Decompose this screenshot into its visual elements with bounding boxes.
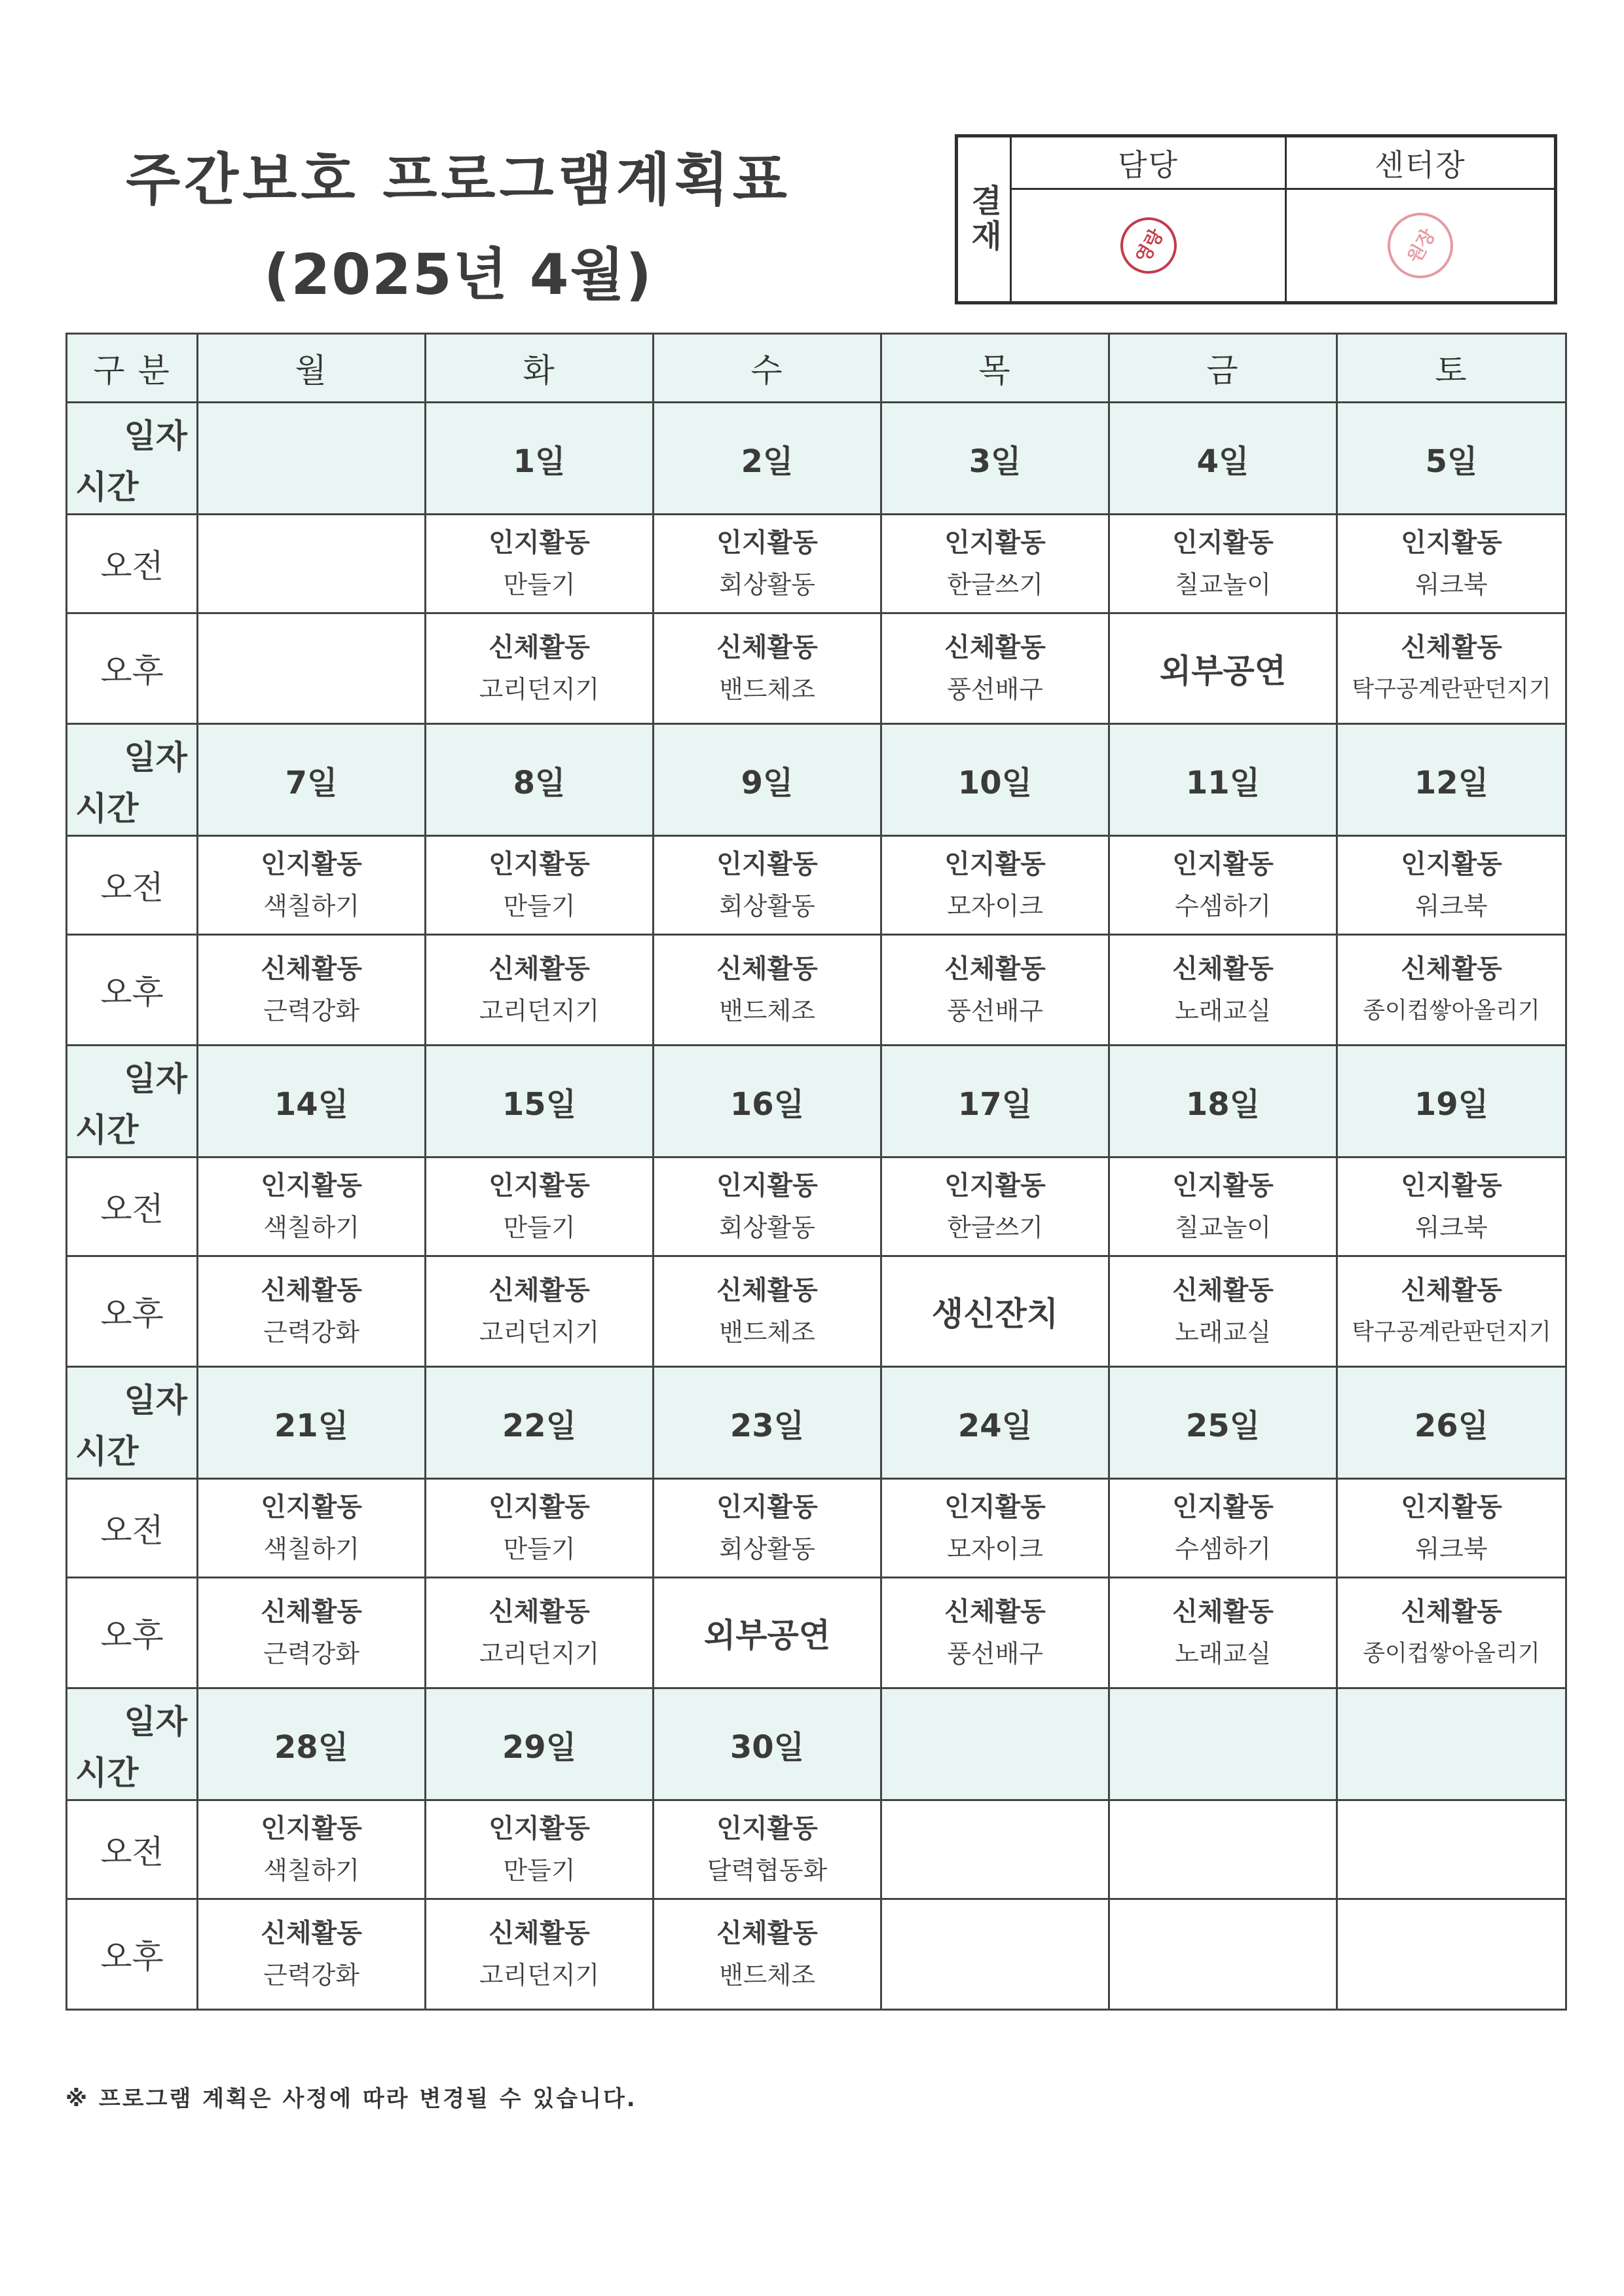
activity-name: 칠교놀이 bbox=[1175, 1213, 1271, 1242]
activity-type: 인지활동 bbox=[1172, 849, 1274, 879]
activity-cell bbox=[654, 935, 881, 1046]
activity-name: 근력강화 bbox=[263, 1639, 360, 1668]
activity-type: 인지활동 bbox=[261, 1813, 362, 1844]
activity-cell bbox=[426, 1256, 654, 1367]
activity-cell bbox=[1337, 1479, 1566, 1578]
activity-name: 색칠하기 bbox=[263, 1213, 360, 1242]
special-event: 외부공연 bbox=[703, 1616, 831, 1654]
activity-name: 수셈하기 bbox=[1175, 1535, 1271, 1563]
activity-cell bbox=[881, 1899, 1109, 2010]
date-cell: 14일 bbox=[198, 1046, 426, 1157]
activity-type: 인지활동 bbox=[261, 1171, 362, 1201]
activity-type: 신체활동 bbox=[261, 1918, 362, 1948]
activity-cell bbox=[654, 1157, 881, 1256]
date-cell: 30일 bbox=[654, 1688, 881, 1800]
activity-cell bbox=[881, 1800, 1109, 1899]
activity-cell bbox=[198, 515, 426, 613]
activity-cell bbox=[1109, 836, 1337, 935]
activity-cell bbox=[426, 515, 654, 613]
activity-type: 인지활동 bbox=[489, 1813, 590, 1844]
activity-name: 만들기 bbox=[503, 892, 576, 920]
activity-type: 신체활동 bbox=[489, 954, 590, 984]
date-cell: 8일 bbox=[426, 724, 654, 836]
activity-cell bbox=[881, 1479, 1109, 1578]
special-event: 외부공연 bbox=[1159, 652, 1287, 690]
activity-cell bbox=[1109, 1157, 1337, 1256]
date-cell: 23일 bbox=[654, 1367, 881, 1479]
header-day: 수 bbox=[654, 334, 881, 403]
activity-cell bbox=[654, 836, 881, 935]
activity-type: 신체활동 bbox=[944, 1597, 1046, 1627]
date-cell: 5일 bbox=[1337, 403, 1566, 515]
activity-name: 고리던지기 bbox=[479, 996, 600, 1025]
header-row bbox=[67, 334, 1566, 403]
activity-cell bbox=[881, 1256, 1109, 1367]
activity-cell bbox=[198, 1479, 426, 1578]
date-cell: 28일 bbox=[198, 1688, 426, 1800]
activity-type: 신체활동 bbox=[489, 632, 590, 663]
activity-type: 신체활동 bbox=[1401, 1275, 1502, 1305]
date-row bbox=[67, 1046, 1566, 1157]
activity-cell bbox=[654, 1578, 881, 1688]
pm-row bbox=[67, 1256, 1566, 1367]
activity-name: 고리던지기 bbox=[479, 1639, 600, 1668]
activity-name: 고리던지기 bbox=[479, 675, 600, 704]
approval-col-director: 센터장 bbox=[1287, 137, 1554, 190]
activity-type: 신체활동 bbox=[261, 1275, 362, 1305]
activity-name: 워크북 bbox=[1415, 1213, 1488, 1242]
activity-name: 워크북 bbox=[1415, 570, 1488, 599]
activity-name: 근력강화 bbox=[263, 1318, 360, 1347]
activity-type: 신체활동 bbox=[944, 632, 1046, 663]
footer-note: ※ 프로그램 계획은 사정에 따라 변경될 수 있습니다. bbox=[65, 2086, 637, 2112]
activity-type: 신체활동 bbox=[1401, 632, 1502, 663]
activity-name: 종이컵쌓아올리기 bbox=[1363, 1641, 1540, 1667]
activity-name: 만들기 bbox=[503, 570, 576, 599]
date-cell: 15일 bbox=[426, 1046, 654, 1157]
am-label: 오전 bbox=[67, 836, 198, 935]
activity-cell bbox=[1109, 935, 1337, 1046]
date-row bbox=[67, 403, 1566, 515]
activity-cell bbox=[1109, 613, 1337, 724]
activity-name: 풍선배구 bbox=[947, 1639, 1043, 1668]
date-cell: 24일 bbox=[881, 1367, 1109, 1479]
activity-cell bbox=[1337, 935, 1566, 1046]
page-title: 주간보호 프로그램계획표 bbox=[126, 147, 791, 213]
pm-label: 오후 bbox=[67, 935, 198, 1046]
activity-cell bbox=[426, 613, 654, 724]
date-label: 일자 bbox=[124, 1703, 187, 1741]
am-row bbox=[67, 1479, 1566, 1578]
activity-type: 신체활동 bbox=[261, 954, 362, 984]
pm-row bbox=[67, 1578, 1566, 1688]
approval-label-cell bbox=[958, 137, 1012, 301]
director-stamp: 원장 bbox=[1376, 201, 1466, 291]
header-label: 구 분 bbox=[67, 334, 198, 403]
activity-name: 워크북 bbox=[1415, 1535, 1488, 1563]
activity-cell bbox=[1337, 613, 1566, 724]
date-cell bbox=[1109, 1688, 1337, 1800]
activity-name: 밴드체조 bbox=[719, 996, 815, 1025]
date-cell: 7일 bbox=[198, 724, 426, 836]
date-cell: 3일 bbox=[881, 403, 1109, 515]
activity-name: 워크북 bbox=[1415, 892, 1488, 920]
date-cell: 9일 bbox=[654, 724, 881, 836]
activity-type: 인지활동 bbox=[1401, 1171, 1502, 1201]
activity-name: 노래교실 bbox=[1175, 1639, 1271, 1668]
activity-cell bbox=[1337, 836, 1566, 935]
header-day: 화 bbox=[426, 334, 654, 403]
activity-cell bbox=[426, 935, 654, 1046]
date-cell: 29일 bbox=[426, 1688, 654, 1800]
activity-cell bbox=[426, 1479, 654, 1578]
activity-name: 풍선배구 bbox=[947, 996, 1043, 1025]
approval-box bbox=[955, 134, 1557, 304]
time-label: 시간 bbox=[75, 1432, 139, 1470]
am-row bbox=[67, 515, 1566, 613]
activity-type: 신체활동 bbox=[716, 632, 818, 663]
date-cell: 16일 bbox=[654, 1046, 881, 1157]
activity-type: 인지활동 bbox=[1401, 1492, 1502, 1522]
date-label: 일자 bbox=[124, 417, 187, 455]
activity-cell bbox=[1109, 515, 1337, 613]
activity-cell bbox=[198, 935, 426, 1046]
activity-cell bbox=[881, 1157, 1109, 1256]
activity-name: 한글쓰기 bbox=[947, 1213, 1043, 1242]
activity-type: 인지활동 bbox=[716, 528, 818, 558]
schedule-table bbox=[65, 333, 1567, 2011]
pm-label: 오후 bbox=[67, 1256, 198, 1367]
activity-name: 탁구공계란판던지기 bbox=[1352, 1319, 1551, 1345]
activity-cell bbox=[1109, 1256, 1337, 1367]
activity-type: 인지활동 bbox=[261, 1492, 362, 1522]
date-cell: 25일 bbox=[1109, 1367, 1337, 1479]
activity-name: 풍선배구 bbox=[947, 675, 1043, 704]
activity-cell bbox=[1337, 1899, 1566, 2010]
date-cell: 18일 bbox=[1109, 1046, 1337, 1157]
activity-name: 탁구공계란판던지기 bbox=[1352, 676, 1551, 702]
activity-name: 칠교놀이 bbox=[1175, 570, 1271, 599]
date-cell: 21일 bbox=[198, 1367, 426, 1479]
activity-cell bbox=[1337, 515, 1566, 613]
activity-type: 인지활동 bbox=[1401, 849, 1502, 879]
manager-stamp: 영랑 bbox=[1110, 207, 1187, 283]
activity-cell bbox=[654, 1800, 881, 1899]
date-cell: 1일 bbox=[426, 403, 654, 515]
date-label: 일자 bbox=[124, 1381, 187, 1419]
date-cell: 22일 bbox=[426, 1367, 654, 1479]
time-label: 시간 bbox=[75, 1754, 139, 1792]
pm-label: 오후 bbox=[67, 1578, 198, 1688]
activity-name: 밴드체조 bbox=[719, 675, 815, 704]
activity-type: 인지활동 bbox=[944, 849, 1046, 879]
activity-cell bbox=[881, 935, 1109, 1046]
header-day: 금 bbox=[1109, 334, 1337, 403]
header-day: 토 bbox=[1337, 334, 1566, 403]
activity-name: 밴드체조 bbox=[719, 1318, 815, 1347]
activity-type: 신체활동 bbox=[489, 1275, 590, 1305]
activity-type: 인지활동 bbox=[489, 1171, 590, 1201]
activity-type: 신체활동 bbox=[489, 1918, 590, 1948]
activity-type: 인지활동 bbox=[1172, 528, 1274, 558]
activity-cell bbox=[881, 1578, 1109, 1688]
date-row bbox=[67, 1688, 1566, 1800]
activity-name: 근력강화 bbox=[263, 1961, 360, 1990]
activity-cell bbox=[198, 1800, 426, 1899]
activity-type: 인지활동 bbox=[489, 849, 590, 879]
activity-type: 신체활동 bbox=[716, 1918, 818, 1948]
pm-label: 오후 bbox=[67, 613, 198, 724]
activity-name: 노래교실 bbox=[1175, 1318, 1271, 1347]
activity-name: 근력강화 bbox=[263, 996, 360, 1025]
am-row bbox=[67, 1800, 1566, 1899]
activity-name: 만들기 bbox=[503, 1856, 576, 1885]
date-cell: 26일 bbox=[1337, 1367, 1566, 1479]
activity-cell bbox=[1109, 1899, 1337, 2010]
activity-cell bbox=[426, 1157, 654, 1256]
activity-type: 인지활동 bbox=[944, 1171, 1046, 1201]
date-time-diagonal-cell bbox=[67, 403, 198, 515]
activity-cell bbox=[198, 1899, 426, 2010]
time-label: 시간 bbox=[75, 1111, 139, 1149]
activity-type: 인지활동 bbox=[716, 1813, 818, 1844]
activity-name: 회상활동 bbox=[719, 1535, 815, 1563]
activity-cell bbox=[881, 836, 1109, 935]
activity-type: 신체활동 bbox=[716, 954, 818, 984]
pm-row bbox=[67, 613, 1566, 724]
activity-name: 수셈하기 bbox=[1175, 892, 1271, 920]
activity-type: 신체활동 bbox=[1172, 1597, 1274, 1627]
activity-name: 모자이크 bbox=[947, 892, 1043, 920]
approval-label: 결재 bbox=[965, 184, 1002, 255]
activity-cell bbox=[198, 836, 426, 935]
activity-type: 인지활동 bbox=[489, 1492, 590, 1522]
activity-type: 인지활동 bbox=[1401, 528, 1502, 558]
activity-type: 인지활동 bbox=[944, 528, 1046, 558]
date-cell: 4일 bbox=[1109, 403, 1337, 515]
activity-type: 신체활동 bbox=[489, 1597, 590, 1627]
activity-name: 종이컵쌓아올리기 bbox=[1363, 998, 1540, 1024]
activity-type: 인지활동 bbox=[716, 1492, 818, 1522]
activity-name: 회상활동 bbox=[719, 1213, 815, 1242]
activity-type: 신체활동 bbox=[1172, 954, 1274, 984]
activity-cell bbox=[654, 515, 881, 613]
date-cell: 12일 bbox=[1337, 724, 1566, 836]
activity-type: 신체활동 bbox=[944, 954, 1046, 984]
activity-type: 신체활동 bbox=[716, 1275, 818, 1305]
am-label: 오전 bbox=[67, 515, 198, 613]
activity-cell bbox=[1109, 1800, 1337, 1899]
activity-name: 고리던지기 bbox=[479, 1318, 600, 1347]
activity-name: 모자이크 bbox=[947, 1535, 1043, 1563]
date-time-diagonal-cell bbox=[67, 1688, 198, 1800]
activity-type: 신체활동 bbox=[1401, 954, 1502, 984]
activity-name: 만들기 bbox=[503, 1535, 576, 1563]
activity-name: 노래교실 bbox=[1175, 996, 1271, 1025]
activity-cell bbox=[198, 1256, 426, 1367]
date-time-diagonal-cell bbox=[67, 724, 198, 836]
activity-cell bbox=[654, 1479, 881, 1578]
pm-row bbox=[67, 935, 1566, 1046]
activity-name: 고리던지기 bbox=[479, 1961, 600, 1990]
date-time-diagonal-cell bbox=[67, 1046, 198, 1157]
activity-name: 회상활동 bbox=[719, 892, 815, 920]
activity-cell bbox=[1337, 1800, 1566, 1899]
activity-name: 색칠하기 bbox=[263, 1535, 360, 1563]
pm-label: 오후 bbox=[67, 1899, 198, 2010]
page-subtitle: (2025년 4월) bbox=[264, 242, 653, 308]
time-label: 시간 bbox=[75, 468, 139, 506]
activity-cell bbox=[654, 1256, 881, 1367]
activity-type: 신체활동 bbox=[261, 1597, 362, 1627]
activity-name: 밴드체조 bbox=[719, 1961, 815, 1990]
manager-signature-cell bbox=[1012, 190, 1287, 301]
date-cell bbox=[881, 1688, 1109, 1800]
activity-type: 인지활동 bbox=[489, 528, 590, 558]
activity-type: 인지활동 bbox=[1172, 1492, 1274, 1522]
am-label: 오전 bbox=[67, 1157, 198, 1256]
am-label: 오전 bbox=[67, 1479, 198, 1578]
date-time-diagonal-cell bbox=[67, 1367, 198, 1479]
activity-type: 신체활동 bbox=[1172, 1275, 1274, 1305]
date-cell bbox=[1337, 1688, 1566, 1800]
activity-cell bbox=[426, 836, 654, 935]
activity-cell bbox=[198, 1578, 426, 1688]
activity-cell bbox=[426, 1800, 654, 1899]
am-row bbox=[67, 836, 1566, 935]
activity-cell bbox=[1337, 1157, 1566, 1256]
activity-cell bbox=[654, 1899, 881, 2010]
am-label: 오전 bbox=[67, 1800, 198, 1899]
activity-type: 인지활동 bbox=[1172, 1171, 1274, 1201]
time-label: 시간 bbox=[75, 790, 139, 828]
activity-name: 색칠하기 bbox=[263, 1856, 360, 1885]
header-day: 월 bbox=[198, 334, 426, 403]
activity-cell bbox=[654, 613, 881, 724]
activity-type: 인지활동 bbox=[716, 849, 818, 879]
activity-cell bbox=[198, 613, 426, 724]
approval-col-manager: 담당 bbox=[1012, 137, 1287, 190]
date-cell: 2일 bbox=[654, 403, 881, 515]
activity-cell bbox=[1109, 1578, 1337, 1688]
activity-type: 인지활동 bbox=[261, 849, 362, 879]
activity-name: 회상활동 bbox=[719, 570, 815, 599]
activity-name: 색칠하기 bbox=[263, 892, 360, 920]
activity-type: 신체활동 bbox=[1401, 1597, 1502, 1627]
date-cell: 11일 bbox=[1109, 724, 1337, 836]
date-label: 일자 bbox=[124, 738, 187, 776]
activity-cell bbox=[198, 1157, 426, 1256]
activity-cell bbox=[426, 1578, 654, 1688]
activity-type: 인지활동 bbox=[716, 1171, 818, 1201]
special-event: 생신잔치 bbox=[931, 1295, 1059, 1333]
activity-cell bbox=[426, 1899, 654, 2010]
date-label: 일자 bbox=[124, 1060, 187, 1098]
date-cell: 10일 bbox=[881, 724, 1109, 836]
activity-name: 달력협동화 bbox=[707, 1856, 828, 1885]
date-row bbox=[67, 1367, 1566, 1479]
activity-type: 인지활동 bbox=[944, 1492, 1046, 1522]
am-row bbox=[67, 1157, 1566, 1256]
pm-row bbox=[67, 1899, 1566, 2010]
date-cell: 17일 bbox=[881, 1046, 1109, 1157]
activity-name: 한글쓰기 bbox=[947, 570, 1043, 599]
activity-cell bbox=[1337, 1256, 1566, 1367]
activity-cell bbox=[881, 515, 1109, 613]
director-signature-cell bbox=[1287, 190, 1554, 301]
date-cell: 19일 bbox=[1337, 1046, 1566, 1157]
date-row bbox=[67, 724, 1566, 836]
header-day: 목 bbox=[881, 334, 1109, 403]
activity-cell bbox=[881, 613, 1109, 724]
date-cell bbox=[198, 403, 426, 515]
activity-cell bbox=[1109, 1479, 1337, 1578]
activity-name: 만들기 bbox=[503, 1213, 576, 1242]
activity-cell bbox=[1337, 1578, 1566, 1688]
